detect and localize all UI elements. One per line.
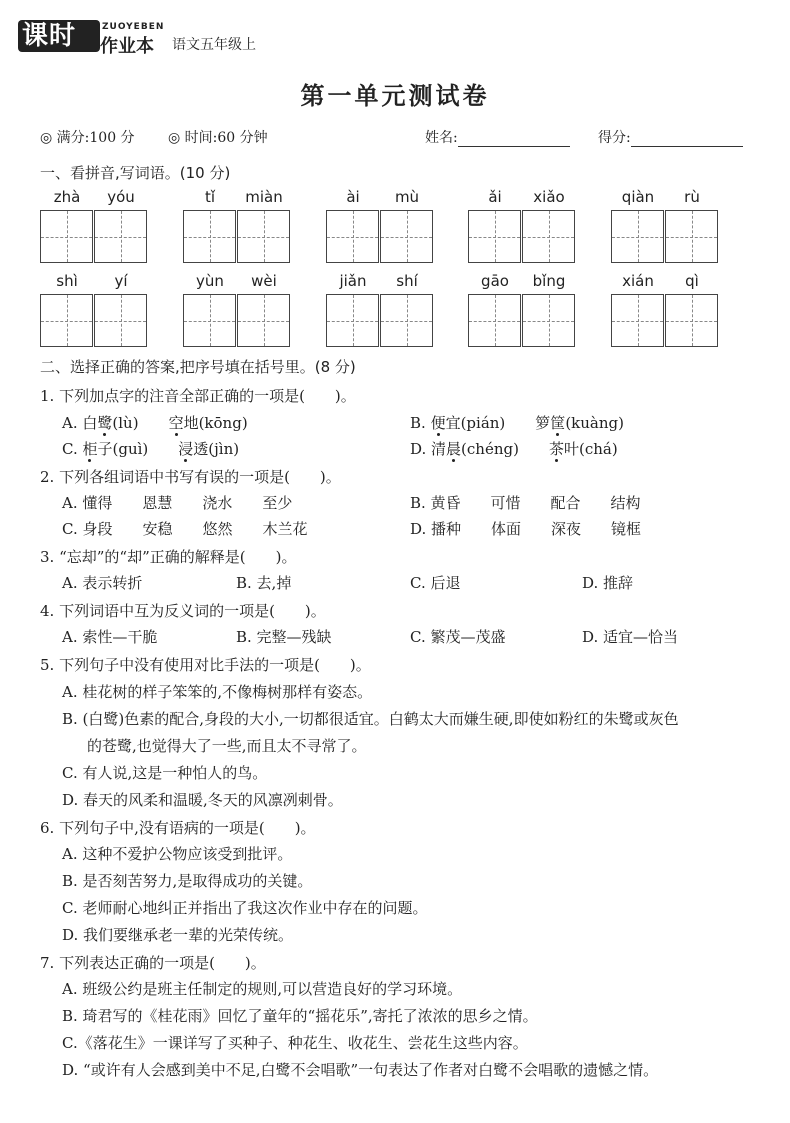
pinyin-label: yùn — [196, 272, 224, 290]
logo-pinyin: ZUOYEBEN — [102, 22, 165, 32]
q3-option-c[interactable]: C. 后退 — [410, 574, 461, 592]
q1-option-d[interactable]: D. 清晨(chéng) 茶叶(chá) — [410, 440, 618, 458]
pinyin-label: qiàn — [621, 188, 655, 206]
section2-heading: 二、选择正确的答案,把序号填在括号里。(8 分) — [40, 358, 356, 376]
pinyin-label: wèi — [251, 272, 277, 290]
q7-option-d[interactable]: D. “或许有人会感到美中不足,白鹭不会唱歌”一句表达了作者对白鹭不会唱歌的遗憾之情。 — [62, 1061, 659, 1079]
q4-option-a[interactable]: A. 索性—干脆 — [62, 628, 158, 646]
pinyin-label: shí — [396, 272, 418, 290]
pinyin-label: ǎi — [488, 188, 502, 206]
q2-option-d[interactable]: D. 播种 体面 深夜 镜框 — [410, 520, 642, 538]
logo-text: 课时 — [22, 21, 77, 51]
q7-option-c[interactable]: C.《落花生》一课详写了买种子、种花生、收花生、尝花生这些内容。 — [62, 1034, 528, 1052]
name-label: 姓名: — [425, 130, 458, 146]
question-1: 1. 下列加点字的注音全部正确的一项是( )。 — [40, 387, 356, 405]
question-2: 2. 下列各组词语中书写有误的一项是( )。 — [40, 468, 341, 486]
writing-box[interactable] — [468, 294, 521, 347]
q7-option-a[interactable]: A. 班级公约是班主任制定的规则,可以营造良好的学习环境。 — [62, 980, 463, 998]
pinyin-label: qì — [685, 272, 699, 290]
q6-option-a[interactable]: A. 这种不爱护公物应该受到批评。 — [62, 845, 293, 863]
q5-option-c[interactable]: C. 有人说,这是一种怕人的鸟。 — [62, 764, 268, 782]
q2-option-a[interactable]: A. 懂得 恩慧 浇水 至少 — [62, 494, 293, 512]
q2-option-b[interactable]: B. 黄昏 可惜 配合 结构 — [410, 494, 641, 512]
writing-box[interactable] — [40, 210, 93, 263]
writing-box[interactable] — [380, 210, 433, 263]
writing-box[interactable] — [237, 294, 290, 347]
q3-option-a[interactable]: A. 表示转折 — [62, 574, 143, 592]
q5-option-b-line2: 的苍鹭,也觉得大了一些,而且太不寻常了。 — [87, 737, 367, 755]
section1-heading: 一、看拼音,写词语。(10 分) — [40, 164, 231, 182]
q7-option-b[interactable]: B. 琦君写的《桂花雨》回忆了童年的“摇花乐”,寄托了浓浓的思乡之情。 — [62, 1007, 538, 1025]
q5-option-d[interactable]: D. 春天的风柔和温暖,冬天的风凛冽刺骨。 — [62, 791, 343, 809]
writing-box[interactable] — [94, 210, 147, 263]
q2-option-c[interactable]: C. 身段 安稳 悠然 木兰花 — [62, 520, 308, 538]
question-5: 5. 下列句子中没有使用对比手法的一项是( )。 — [40, 656, 371, 674]
writing-box[interactable] — [40, 294, 93, 347]
pinyin-label: ài — [346, 188, 360, 206]
q6-option-d[interactable]: D. 我们要继承老一辈的光荣传统。 — [62, 926, 294, 944]
pinyin-label: zhà — [53, 188, 81, 206]
name-field[interactable] — [425, 127, 570, 147]
q1-option-c[interactable]: C. 柜子(guì) 浸透(jìn) — [62, 440, 240, 458]
page-title: 第一单元测试卷 — [300, 82, 490, 110]
pinyin-label: mù — [394, 188, 420, 206]
pinyin-label: shì — [56, 272, 78, 290]
pinyin-label: xiǎo — [533, 188, 565, 206]
q5-option-a[interactable]: A. 桂花树的样子笨笨的,不像梅树那样有姿态。 — [62, 683, 373, 701]
logo-main: 作业本 — [100, 36, 154, 57]
q3-option-d[interactable]: D. 推辞 — [582, 574, 634, 592]
writing-box[interactable] — [522, 294, 575, 347]
writing-box[interactable] — [665, 210, 718, 263]
pinyin-label: rù — [684, 188, 700, 206]
writing-box[interactable] — [665, 294, 718, 347]
pinyin-label: xián — [622, 272, 654, 290]
writing-box[interactable] — [237, 210, 290, 263]
pinyin-label: yóu — [107, 188, 135, 206]
writing-box[interactable] — [326, 210, 379, 263]
score-field[interactable] — [598, 127, 743, 147]
time-limit: ◎ 时间:60 分钟 — [168, 130, 268, 146]
writing-box[interactable] — [522, 210, 575, 263]
q1-option-a[interactable]: A. 白鹭(lù) 空地(kōng) — [62, 414, 248, 432]
question-7: 7. 下列表达正确的一项是( )。 — [40, 954, 266, 972]
writing-box[interactable] — [183, 294, 236, 347]
q6-option-c[interactable]: C. 老师耐心地纠正并指出了我这次作业中存在的问题。 — [62, 899, 428, 917]
writing-box[interactable] — [183, 210, 236, 263]
pinyin-label: tǐ — [204, 188, 216, 206]
pinyin-label: gāo — [481, 272, 509, 290]
pinyin-label: yí — [114, 272, 128, 290]
q6-option-b[interactable]: B. 是否刻苦努力,是取得成功的关键。 — [62, 872, 313, 890]
full-score: ◎ 满分:100 分 — [40, 130, 135, 146]
pinyin-label: bǐng — [532, 272, 566, 290]
writing-box[interactable] — [611, 294, 664, 347]
writing-box[interactable] — [611, 210, 664, 263]
pinyin-label: miàn — [245, 188, 283, 206]
writing-box[interactable] — [326, 294, 379, 347]
writing-box[interactable] — [380, 294, 433, 347]
question-6: 6. 下列句子中,没有语病的一项是( )。 — [40, 819, 316, 837]
q1-option-b[interactable]: B. 便宜(pián) 箩筐(kuàng) — [410, 414, 624, 432]
question-3: 3. “忘却”的“却”正确的解释是( )。 — [40, 548, 297, 566]
q5-option-b-line1[interactable]: B. (白鹭)色素的配合,身段的大小,一切都很适宜。白鹤太大而嫌生硬,即使如粉红的朱鹭或灰色 — [62, 710, 679, 728]
q4-option-d[interactable]: D. 适宜—恰当 — [582, 628, 679, 646]
q4-option-b[interactable]: B. 完整—残缺 — [236, 628, 332, 646]
writing-box[interactable] — [94, 294, 147, 347]
grade-label: 语文五年级上 — [172, 37, 256, 53]
score-label: 得分: — [598, 130, 631, 146]
pinyin-label: jiǎn — [339, 272, 367, 290]
question-4: 4. 下列词语中互为反义词的一项是( )。 — [40, 602, 326, 620]
writing-box[interactable] — [468, 210, 521, 263]
q3-option-b[interactable]: B. 去,掉 — [236, 574, 292, 592]
q4-option-c[interactable]: C. 繁茂—茂盛 — [410, 628, 506, 646]
